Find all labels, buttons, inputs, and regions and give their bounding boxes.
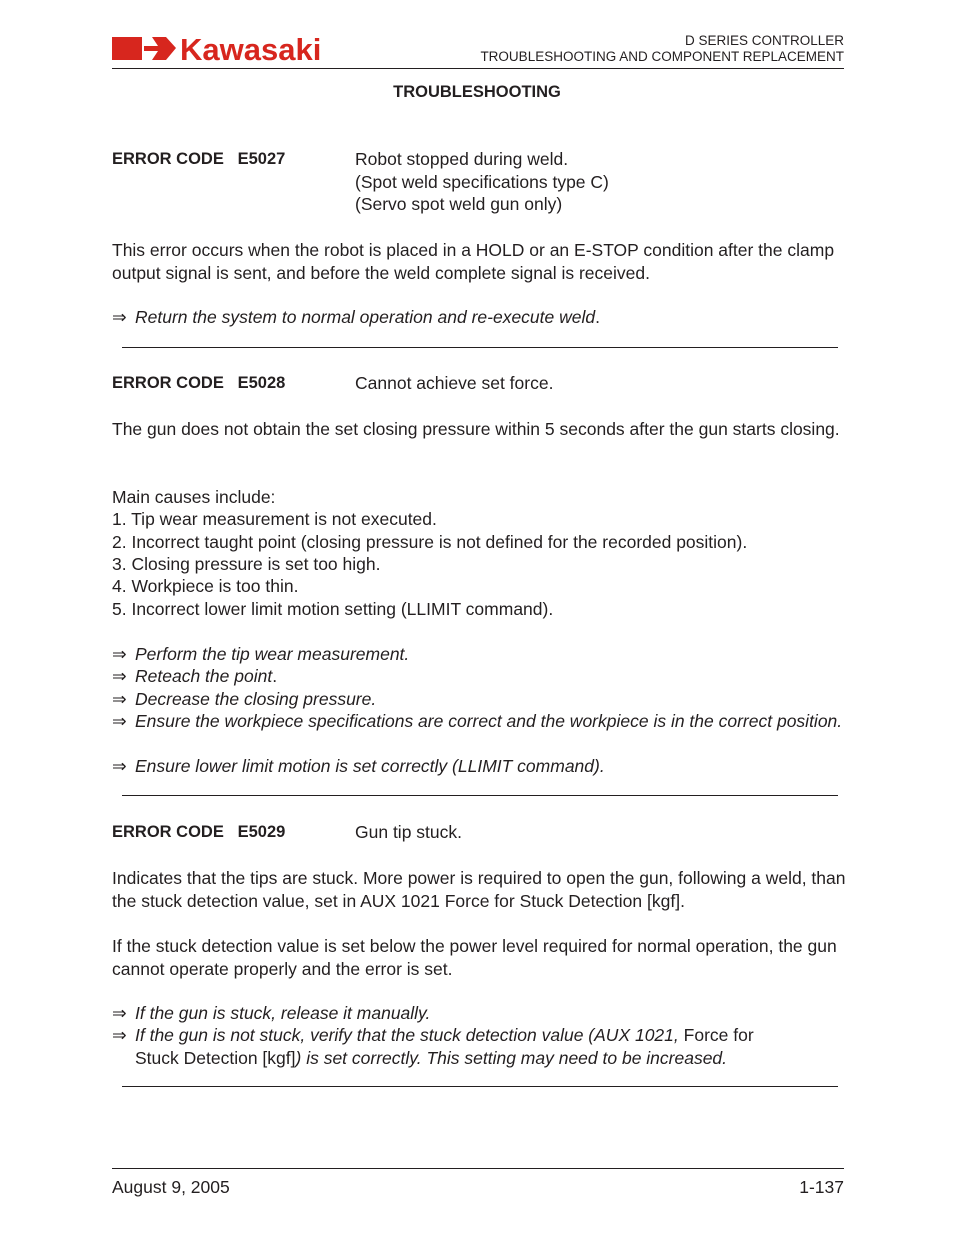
error-code-e5027: ERROR CODE E5027 — [112, 150, 286, 168]
e5028-action: ⇒ Reteach the point. — [112, 666, 278, 686]
e5028-action: ⇒ Decrease the closing pressure. — [112, 689, 377, 709]
footer-rule — [112, 1168, 844, 1169]
section-title: TROUBLESHOOTING — [393, 83, 561, 101]
error-desc-e5027: Robot stopped during weld. (Spot weld specifications type C) (Servo spot weld gun only) — [355, 149, 609, 214]
cause-item: 5. Incorrect lower limit motion setting (LLIMIT command). — [112, 599, 554, 619]
cause-item: 2. Incorrect taught point (closing pressure is not defined for the recorded position). — [112, 532, 748, 552]
e5029-action: ⇒ If the gun is not stuck, verify that the stuck detection value (AUX 1021, Force for Stuck Detection [kgf]) is set correctly. This setting may need to be increased. — [112, 1025, 754, 1068]
arrow-icon: ⇒ — [112, 1025, 127, 1045]
e5028-explanation: The gun does not obtain the set closing pressure within 5 seconds after the gun starts closing. — [112, 419, 840, 439]
error-desc-e5029: Gun tip stuck. — [355, 822, 462, 842]
cause-item: 3. Closing pressure is set too high. — [112, 554, 381, 574]
arrow-icon: ⇒ — [112, 689, 127, 709]
footer-date: August 9, 2005 — [112, 1177, 230, 1197]
e5028-action: ⇒ Ensure lower limit motion is set correctly (LLIMIT command). — [112, 756, 605, 776]
arrow-icon: ⇒ — [112, 666, 127, 686]
e5027-explanation: This error occurs when the robot is placed in a HOLD or an E-STOP condition after the clamp output signal is sent, and before the weld complete signal is received. — [112, 240, 835, 283]
e5029-explanation: Indicates that the tips are stuck. More power is required to open the gun, following a weld, than the stuck detection value, set in AUX 1021 Force for Stuck Detection [kgf]. — [112, 868, 846, 911]
header-line-2: TROUBLESHOOTING AND COMPONENT REPLACEMENT — [480, 49, 844, 64]
header-rule — [112, 68, 844, 69]
error-desc-e5028: Cannot achieve set force. — [355, 373, 554, 393]
separator — [122, 1086, 838, 1087]
arrow-icon: ⇒ — [112, 307, 127, 327]
separator — [122, 347, 838, 348]
e5027-action: ⇒ Return the system to normal operation and re-execute weld. — [112, 307, 600, 327]
cause-item: 4. Workpiece is too thin. — [112, 576, 299, 596]
arrow-icon: ⇒ — [112, 644, 127, 664]
separator — [122, 795, 838, 796]
cause-item: 1. Tip wear measurement is not executed. — [112, 509, 437, 529]
e5028-action: ⇒ Ensure the workpiece specifications are correct and the workpiece is in the correct position. — [112, 711, 843, 731]
footer-page-number: 1-137 — [799, 1177, 844, 1197]
error-code-e5029: ERROR CODE E5029 — [112, 823, 286, 841]
arrow-icon: ⇒ — [112, 711, 127, 731]
kawasaki-logo — [112, 30, 392, 66]
e5029-explanation-2: If the stuck detection value is set below the power level required for normal operation, the gun cannot operate properly and the error is set. — [112, 936, 837, 979]
logo-text: Kawasaki — [180, 32, 322, 66]
header-line-1: D SERIES CONTROLLER — [684, 33, 844, 48]
arrow-icon: ⇒ — [112, 1003, 127, 1023]
e5029-action: ⇒ If the gun is stuck, release it manually. — [112, 1003, 431, 1023]
e5028-action: ⇒ Perform the tip wear measurement. — [112, 644, 410, 664]
error-code-e5028: ERROR CODE E5028 — [112, 374, 286, 392]
arrow-icon: ⇒ — [112, 756, 127, 776]
causes-title: Main causes include: — [112, 487, 276, 507]
